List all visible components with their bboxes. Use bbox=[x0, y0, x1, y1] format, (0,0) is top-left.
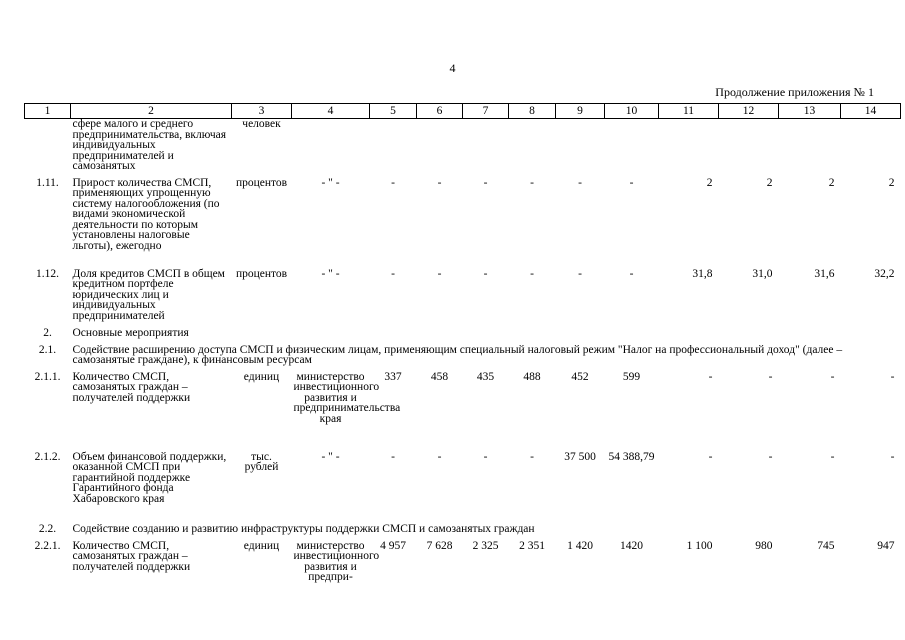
table-row bbox=[25, 452, 901, 524]
value-cell: - bbox=[708, 370, 713, 383]
value-cell: - bbox=[391, 450, 395, 463]
indicator-name: Объем финансовой поддержки, оказанной СМСП при гарантийной поддержке Гарантийного фонда Хабаровского края bbox=[72, 450, 227, 505]
value-cell: - bbox=[437, 450, 442, 463]
header-cell: 3 bbox=[232, 104, 292, 119]
header-cell: 14 bbox=[841, 104, 901, 119]
indicator-name: Доля кредитов СМСП в общем кредитном портфеле юридических лиц и индивидуальных предпринимателей bbox=[72, 267, 225, 322]
section-title: Основные мероприятия bbox=[72, 326, 189, 339]
row-number bbox=[25, 119, 71, 178]
table-row bbox=[25, 269, 901, 328]
value-cell: 1 420 bbox=[567, 539, 593, 552]
header-row bbox=[25, 104, 901, 119]
header-cell: 4 bbox=[292, 104, 370, 119]
value-cell: 452 bbox=[571, 370, 589, 383]
header-cell: 8 bbox=[509, 104, 556, 119]
header-cell: 10 bbox=[605, 104, 659, 119]
unit-of-measure: человек bbox=[242, 118, 281, 130]
table-row bbox=[25, 372, 901, 452]
value-cell: - bbox=[483, 450, 488, 463]
unit-of-measure: единиц bbox=[243, 539, 280, 552]
section-row bbox=[25, 524, 901, 541]
row-number: 2.1.2. bbox=[34, 450, 61, 463]
table-row bbox=[25, 119, 901, 178]
indicator-name: Количество СМСП, самозанятых граждан – получателей поддержки bbox=[72, 370, 191, 404]
value-cell: - bbox=[830, 370, 835, 383]
header-cell: 5 bbox=[370, 104, 417, 119]
header-cell: 9 bbox=[556, 104, 605, 119]
value-cell: 32,2 bbox=[874, 267, 895, 280]
section-number: 2. bbox=[43, 326, 52, 339]
row-number: 1.12. bbox=[36, 267, 59, 280]
unit-of-measure: процентов bbox=[235, 176, 288, 189]
value-cell bbox=[556, 119, 605, 178]
row-number: 2.2.1. bbox=[34, 539, 61, 552]
value-cell bbox=[779, 119, 841, 178]
table-row bbox=[25, 178, 901, 269]
indicator-name: сфере малого и среднего предпринимательства, включая индивидуальных предпринимателей и самозанятых bbox=[72, 118, 227, 172]
value-cell: 599 bbox=[622, 370, 641, 383]
value-cell: - bbox=[768, 370, 773, 383]
unit-of-measure: тыс. рублей bbox=[244, 450, 279, 473]
value-cell: - bbox=[578, 176, 582, 189]
value-cell: 458 bbox=[430, 370, 449, 383]
value-cell bbox=[463, 119, 509, 178]
value-cell: 947 bbox=[877, 539, 895, 552]
section-row bbox=[25, 345, 901, 372]
value-cell: 31,0 bbox=[752, 267, 773, 280]
value-cell: 980 bbox=[755, 539, 773, 552]
value-cell: 435 bbox=[476, 370, 495, 383]
value-cell: 2 351 bbox=[519, 539, 545, 552]
value-cell bbox=[417, 119, 463, 178]
indicator-name: Прирост количества СМСП, применяющих упрощенную систему налогообложения (по видами экономической деятельности по которым установлены налоговые льготы), ежегодно bbox=[72, 176, 220, 252]
value-cell bbox=[841, 119, 901, 178]
indicator-name: Количество СМСП, самозанятых граждан – получателей поддержки bbox=[72, 539, 191, 573]
value-cell: - bbox=[483, 267, 488, 280]
value-cell: 4 957 bbox=[380, 539, 406, 552]
value-cell: 1420 bbox=[620, 539, 643, 552]
value-cell bbox=[659, 119, 719, 178]
indicators-table bbox=[24, 103, 901, 601]
executor bbox=[292, 119, 370, 178]
value-cell: - bbox=[530, 267, 534, 280]
value-cell: 2 bbox=[706, 176, 713, 189]
value-cell: - bbox=[830, 450, 835, 463]
header-cell: 13 bbox=[779, 104, 841, 119]
value-cell: 7 628 bbox=[426, 539, 453, 552]
value-cell: - bbox=[708, 450, 713, 463]
value-cell: 2 bbox=[766, 176, 773, 189]
row-number: 2.1.1. bbox=[34, 370, 61, 383]
value-cell: 2 bbox=[828, 176, 835, 189]
value-cell: - bbox=[391, 267, 395, 280]
header-cell: 7 bbox=[463, 104, 509, 119]
executor: министерство инвестиционного развития и предпринимательства края bbox=[293, 370, 401, 425]
value-cell: 31,6 bbox=[814, 267, 835, 280]
header-cell: 1 bbox=[25, 104, 71, 119]
value-cell: - bbox=[890, 370, 895, 383]
section-title: Содействие созданию и развитию инфраструктуры поддержки СМСП и самозанятых граждан bbox=[72, 522, 535, 535]
value-cell: 31,8 bbox=[692, 267, 713, 280]
value-cell: - bbox=[578, 267, 582, 280]
header-cell: 2 bbox=[71, 104, 232, 119]
value-cell: - bbox=[890, 450, 895, 463]
value-cell bbox=[719, 119, 779, 178]
executor: - " - bbox=[321, 176, 340, 189]
unit-of-measure: процентов bbox=[235, 267, 288, 280]
section-title: Содействие расширению доступа СМСП и физическим лицам, применяющим специальный налоговый режим "Налог на профессиональный доход" (далее – самозанятые граждане), к финансовым ресурсам bbox=[72, 343, 843, 366]
header-cell: 12 bbox=[719, 104, 779, 119]
section-number: 2.1. bbox=[38, 343, 57, 356]
table-row bbox=[25, 541, 901, 601]
executor: - " - bbox=[321, 267, 340, 280]
value-cell: 37 500 bbox=[564, 450, 596, 463]
value-cell: 488 bbox=[523, 370, 541, 383]
value-cell: - bbox=[483, 176, 488, 189]
page-number: 4 bbox=[449, 61, 456, 75]
value-cell: - bbox=[530, 176, 534, 189]
value-cell: 745 bbox=[817, 539, 835, 552]
value-cell: 2 325 bbox=[472, 539, 499, 552]
value-cell: 1 100 bbox=[686, 539, 713, 552]
value-cell: - bbox=[437, 176, 442, 189]
value-cell: 337 bbox=[384, 370, 402, 383]
header-cell: 6 bbox=[417, 104, 463, 119]
unit-of-measure: единиц bbox=[243, 370, 280, 383]
value-cell: - bbox=[437, 267, 442, 280]
executor: - " - bbox=[321, 450, 340, 463]
value-cell: - bbox=[629, 267, 634, 280]
value-cell: - bbox=[530, 450, 534, 463]
value-cell bbox=[605, 119, 659, 178]
section-row bbox=[25, 328, 901, 345]
value-cell: - bbox=[768, 450, 773, 463]
value-cell: 2 bbox=[888, 176, 895, 189]
value-cell: - bbox=[629, 176, 634, 189]
section-number: 2.2. bbox=[38, 522, 57, 535]
value-cell bbox=[509, 119, 556, 178]
value-cell: 54 388,79 bbox=[608, 450, 655, 463]
continuation-label: Продолжение приложения № 1 bbox=[715, 85, 874, 99]
value-cell bbox=[370, 119, 417, 178]
row-number: 1.11. bbox=[36, 176, 59, 189]
value-cell: - bbox=[391, 176, 395, 189]
executor: министерство инвестиционного развития и предпри- bbox=[293, 539, 380, 583]
header-cell: 11 bbox=[659, 104, 719, 119]
